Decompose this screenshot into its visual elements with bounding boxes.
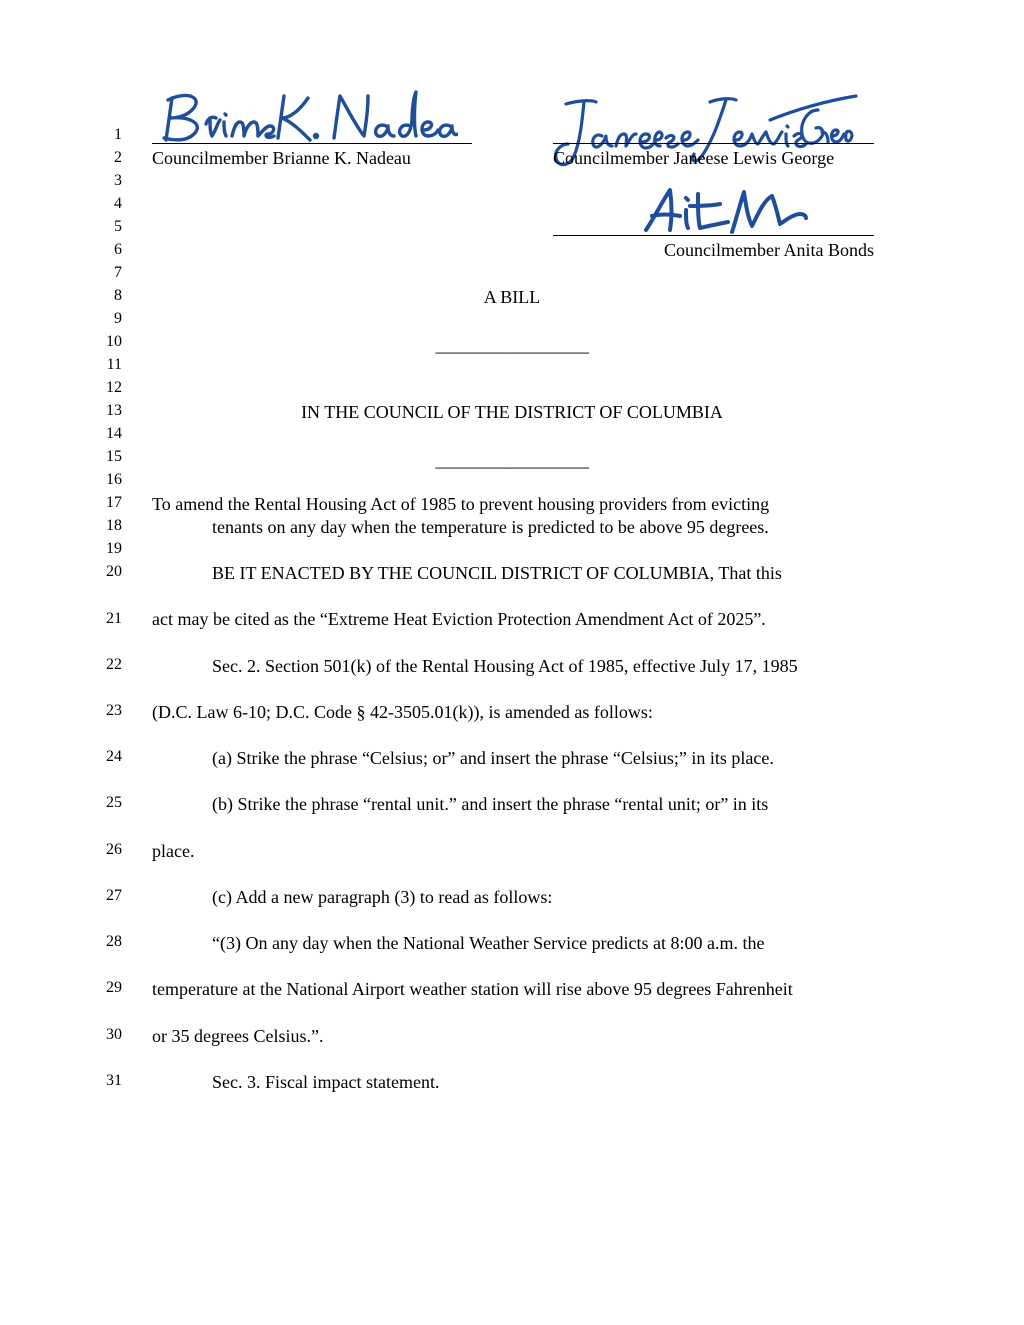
line-number: 13 [106,402,122,419]
line-number: 11 [106,356,122,373]
line-number: 20 [106,563,122,580]
councilmember-bonds: Councilmember Anita Bonds [664,240,874,260]
heading-rule-2: __________________ [435,450,589,470]
new-paragraph-3-continued: temperature at the National Airport weather station will rise above 95 degrees Fahrenheit [152,979,793,999]
line-number: 19 [106,540,122,557]
bill-heading: A BILL [483,287,541,307]
amendment-c: (c) Add a new paragraph (3) to read as follows: [212,887,553,907]
heading-rule-1: __________________ [435,335,589,355]
line-number: 27 [106,887,122,904]
line-number: 23 [106,702,122,719]
councilmember-george: Councilmember Janeese Lewis George [553,148,835,168]
line-number: 18 [106,517,122,534]
councilmember-nadeau: Councilmember Brianne K. Nadeau [152,148,411,168]
line-number: 14 [106,425,122,442]
line-number: 28 [106,933,122,950]
short-title: act may be cited as the “Extreme Heat Eviction Protection Amendment Act of 2025”. [152,609,766,629]
amendment-a: (a) Strike the phrase “Celsius; or” and insert the phrase “Celsius;” in its place. [212,748,774,768]
signature-line-george [553,143,874,144]
line-number: 21 [106,610,122,627]
amendment-b: (b) Strike the phrase “rental unit.” and insert the phrase “rental unit; or” in its [212,794,769,814]
line-number: 6 [114,241,122,258]
line-number: 25 [106,794,122,811]
line-number: 12 [106,379,122,396]
signature-bonds [640,184,810,238]
line-number: 24 [106,748,122,765]
line-number: 16 [106,471,122,488]
section-2-heading: Sec. 2. Section 501(k) of the Rental Housing Act of 1985, effective July 17, 1985 [212,656,798,676]
enacting-clause: BE IT ENACTED BY THE COUNCIL DISTRICT OF COLUMBIA, That this [212,563,782,583]
amendment-b-continued: place. [152,841,195,861]
line-number: 4 [114,195,122,212]
line-number: 2 [114,149,122,166]
line-number: 26 [106,841,122,858]
line-number: 30 [106,1026,122,1043]
line-number: 3 [114,172,122,189]
section-3-heading: Sec. 3. Fiscal impact statement. [212,1072,440,1092]
new-paragraph-3: “(3) On any day when the National Weather Service predicts at 8:00 a.m. the [212,933,765,953]
line-number: 17 [106,494,122,511]
signature-nadeau [158,88,458,144]
line-number: 7 [114,264,122,281]
long-title-line-2: tenants on any day when the temperature is predicted to be above 95 degrees. [212,517,769,537]
line-number: 8 [114,287,122,304]
line-number: 31 [106,1072,122,1089]
long-title-line-1: To amend the Rental Housing Act of 1985 to prevent housing providers from evicting [152,494,770,514]
council-heading: IN THE COUNCIL OF THE DISTRICT OF COLUMBIA [301,402,723,422]
line-number: 9 [114,310,122,327]
line-number: 5 [114,218,122,235]
section-2-citation: (D.C. Law 6-10; D.C. Code § 42-3505.01(k)), is amended as follows: [152,702,653,722]
line-number: 10 [106,333,122,350]
line-number: 1 [114,126,122,143]
signature-line-bonds [553,235,874,236]
line-number: 22 [106,656,122,673]
line-number: 15 [106,448,122,465]
line-number: 29 [106,979,122,996]
new-paragraph-3-end: or 35 degrees Celsius.”. [152,1026,324,1046]
signature-line-nadeau [152,143,472,144]
